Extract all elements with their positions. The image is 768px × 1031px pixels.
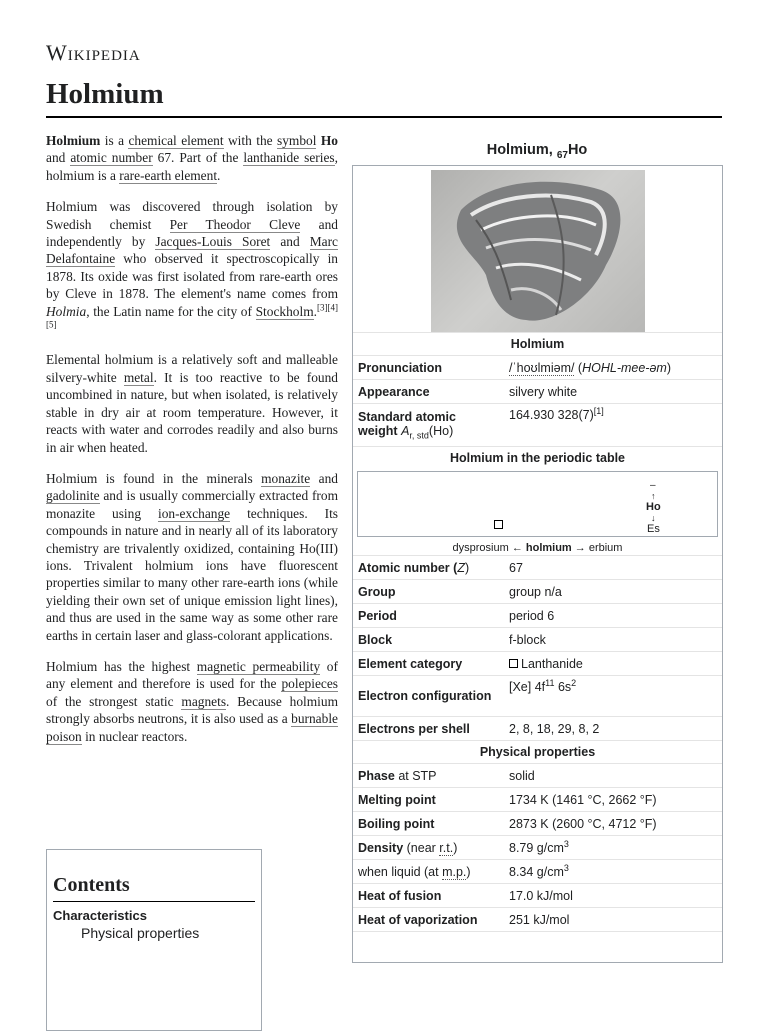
link-magnetic-permeability[interactable]: magnetic permeability [196, 658, 321, 674]
row-density-liquid [353, 859, 722, 883]
paragraph-discovery [46, 198, 338, 337]
label [353, 408, 504, 443]
ipa-link[interactable]: /ˈhoʊlmiəm/ [509, 360, 575, 375]
label [353, 863, 504, 881]
text[interactable]: Phase [358, 768, 395, 783]
text: ) [666, 360, 672, 375]
value [504, 404, 722, 424]
text: Standard atomic [358, 409, 456, 424]
value [504, 863, 722, 881]
paragraph-properties [46, 351, 338, 455]
category-swatch-icon [509, 659, 518, 668]
link-per-theodor-cleve[interactable]: Per Theodor Cleve [169, 216, 301, 232]
pt-holmium: Ho [646, 501, 661, 513]
text: Holmium was discovered through isolation by Swedish chemist [46, 199, 338, 232]
citation[interactable]: [1] [593, 405, 604, 416]
value [504, 839, 722, 857]
text: r, std [409, 430, 429, 441]
label[interactable]: Element category [358, 656, 463, 671]
label[interactable]: Heat of fusion [358, 888, 442, 903]
link-symbol[interactable]: symbol [277, 133, 317, 148]
text: 8.79 g/cm [509, 840, 564, 855]
value: 2, 8, 18, 29, 8, 2 [509, 721, 600, 736]
text: Holmium has the highest [46, 658, 197, 674]
article-body [46, 132, 338, 759]
row-density [353, 835, 722, 859]
paragraph-occurrence [46, 470, 338, 644]
row-appearance [353, 379, 722, 403]
label[interactable]: Boiling point [358, 816, 435, 831]
row-atomic-number [353, 555, 722, 579]
link-chemical-element[interactable]: chemical element [128, 133, 224, 148]
text: , holmium is a [46, 150, 338, 183]
value: solid [509, 768, 535, 783]
value [504, 676, 722, 696]
wikipedia-logo[interactable]: Wikipedia [46, 40, 141, 65]
caption-atomic-number: 67 [556, 149, 568, 161]
page-title: Holmium [46, 78, 164, 110]
title-divider [46, 116, 722, 118]
link-gadolinite[interactable]: gadolinite [46, 488, 100, 504]
label[interactable]: Melting point [358, 792, 436, 807]
text: . [313, 303, 317, 319]
row-electron-configuration [353, 675, 722, 716]
paragraph-intro [46, 132, 338, 184]
row-continues [353, 931, 722, 962]
text[interactable]: m.p. [442, 864, 467, 879]
row-heat-of-fusion [353, 883, 722, 907]
link-atomic-number[interactable]: atomic number [70, 150, 153, 166]
value: 2873 K (2600 °C, 4712 °F) [509, 816, 657, 831]
value: group n/a [509, 584, 562, 599]
row-electrons-per-shell [353, 716, 722, 740]
row-heat-of-vaporization [353, 907, 722, 931]
text: . It is too reactive to be found uncombined in nature, but when isolated, is relatively stable in dry air at room temperature. However, it reacts with water and corrodes readily and also burns in air when heated. [46, 369, 338, 455]
down-arrow-icon: ↓ [651, 513, 656, 523]
link-ion-exchange[interactable]: ion-exchange [157, 505, 231, 521]
link-rare-earth-element[interactable]: rare-earth element [119, 167, 218, 183]
bold-term: Holmium [46, 133, 101, 148]
text: 3 [563, 838, 569, 849]
label[interactable]: Electron configuration [358, 689, 492, 703]
row-group [353, 579, 722, 603]
value: 1734 K (1461 °C, 2662 °F) [509, 792, 657, 807]
periodic-table-widget[interactable] [357, 471, 718, 554]
text: of any element and therefore is used for the [46, 658, 338, 692]
row-atomic-weight [353, 403, 722, 446]
text: Holmium is found in the minerals [46, 470, 262, 486]
infobox-name: Holmium [353, 332, 722, 355]
text: [Xe] 4f [509, 680, 546, 694]
pt-current: holmium [525, 542, 572, 554]
physical-properties-header: Physical properties [353, 740, 722, 763]
pt-navigation [358, 542, 717, 554]
text: , the Latin name for the city of [86, 303, 256, 319]
caption-symbol: Ho [567, 142, 588, 158]
text: when liquid (at [358, 864, 443, 879]
text: ) [453, 840, 458, 855]
holmium-sample-image [431, 170, 645, 332]
text: 8.34 g/cm [509, 864, 564, 879]
text: A [401, 423, 410, 438]
text: weight [358, 423, 402, 438]
toc-title: Contents [53, 874, 255, 902]
row-element-category [353, 651, 722, 675]
row-melting-point [353, 787, 722, 811]
text: 3 [563, 862, 569, 873]
label [353, 559, 504, 577]
bold-symbol: Ho [320, 133, 338, 148]
text: 6s [554, 680, 572, 694]
value [504, 655, 722, 673]
text: is a [100, 133, 129, 148]
value: 251 kJ/mol [509, 912, 570, 927]
value: silvery white [509, 384, 578, 399]
text: Atomic number ( [358, 560, 458, 575]
respelling[interactable]: HOHL-mee-əm [582, 360, 667, 375]
row-period [353, 603, 722, 627]
label[interactable]: Heat of vaporization [358, 912, 478, 927]
link-marc-delafontaine[interactable]: Marc Delafontaine [46, 234, 339, 267]
toc-item-characteristics[interactable]: Characteristics [53, 908, 147, 923]
pt-prev[interactable]: dysprosium ← [452, 542, 526, 554]
text: techniques. Its compounds in nature and in nearly all of its laboratory chemistry are trivalently oxidized, containing Ho(III) ions. Trivalent holmium ions have fluorescent properties similar to many other rare-earth ions (while yielding their own set of unique emission light lines), and thus are used in the same way as some other rare earths in certain laser and glass-colorant applications. [46, 505, 339, 643]
link-magnets[interactable]: magnets [181, 693, 227, 709]
caption-text: Holmium, [486, 142, 557, 158]
text: and [46, 150, 71, 166]
text: ) [464, 560, 470, 575]
text: who observed it spectroscopically in 1878. Its oxide was first isolated from rare-earth ores by Cleve in 1878. The element's name comes from [46, 251, 338, 302]
label [353, 767, 504, 785]
row-block [353, 627, 722, 651]
text[interactable]: r.t. [439, 840, 454, 855]
text: and is usually commercially extracted from monazite using [46, 488, 338, 521]
text: Elemental holmium is a relatively soft and malleable silvery-white [46, 352, 338, 385]
link-lanthanide-series[interactable]: lanthanide series [243, 150, 335, 166]
text: . [217, 167, 221, 183]
citation-refs[interactable]: [3][4][5] [46, 302, 338, 330]
text: and [270, 234, 310, 250]
text: ) [466, 864, 471, 879]
pt-einsteinium[interactable]: Es [647, 523, 660, 535]
table-of-contents [46, 849, 262, 1031]
element-square-icon [494, 520, 503, 529]
link-stockholm[interactable]: Stockholm [255, 303, 314, 319]
label[interactable]: Period [358, 608, 397, 623]
row-phase [353, 763, 722, 787]
up-arrow-icon: ↑ [651, 491, 656, 501]
label[interactable]: Group [358, 584, 396, 599]
link-burnable-poison[interactable]: burnable poison [46, 711, 338, 744]
link-metal[interactable]: metal [123, 369, 154, 385]
text: with the [223, 133, 278, 148]
value [504, 359, 722, 377]
label: Pronunciation [358, 360, 443, 375]
label[interactable]: Block [358, 632, 393, 647]
infobox-image-container [353, 166, 722, 332]
link-monazite[interactable]: monazite [261, 470, 311, 486]
italic-holmia: Holmia [46, 303, 87, 319]
text: 164.930 328(7) [509, 408, 594, 422]
label[interactable]: Electrons per shell [358, 721, 470, 736]
label: Appearance [358, 384, 430, 399]
text[interactable]: Density [358, 840, 404, 855]
text: and independently by [46, 216, 339, 250]
holmium-photo[interactable] [431, 170, 645, 332]
value[interactable]: f-block [509, 632, 546, 647]
text: 67. Part of the [152, 150, 244, 166]
row-pronunciation [353, 355, 722, 379]
text: (near [403, 840, 440, 855]
value: 17.0 kJ/mol [509, 888, 573, 903]
pt-dash: – [650, 480, 656, 491]
periodic-table-header: Holmium in the periodic table [353, 446, 722, 469]
text[interactable]: at STP [394, 768, 437, 783]
text[interactable]: Lanthanide [521, 656, 583, 671]
infobox-caption [352, 142, 722, 161]
label [353, 839, 504, 857]
link-jacques-louis-soret[interactable]: Jacques-Louis Soret [155, 234, 271, 250]
text: and [310, 470, 338, 486]
text: 11 [545, 677, 555, 688]
value[interactable]: period 6 [509, 608, 555, 623]
text: (Ho) [428, 423, 454, 438]
pt-next[interactable]: → erbium [571, 542, 623, 554]
paragraph-uses [46, 658, 338, 745]
text: Z [457, 560, 465, 575]
text: of the strongest static [46, 693, 182, 709]
text: ( [574, 360, 583, 375]
infobox [352, 165, 723, 963]
text: 2 [571, 677, 577, 688]
value: 67 [509, 560, 523, 575]
link-polepieces[interactable]: polepieces [281, 676, 338, 692]
text: . Because holmium strongly absorbs neutrons, it is also used as a [46, 693, 339, 727]
text: in nuclear reactors. [81, 728, 188, 744]
toc-item-physical-properties[interactable]: Physical properties [81, 925, 200, 941]
row-boiling-point [353, 811, 722, 835]
